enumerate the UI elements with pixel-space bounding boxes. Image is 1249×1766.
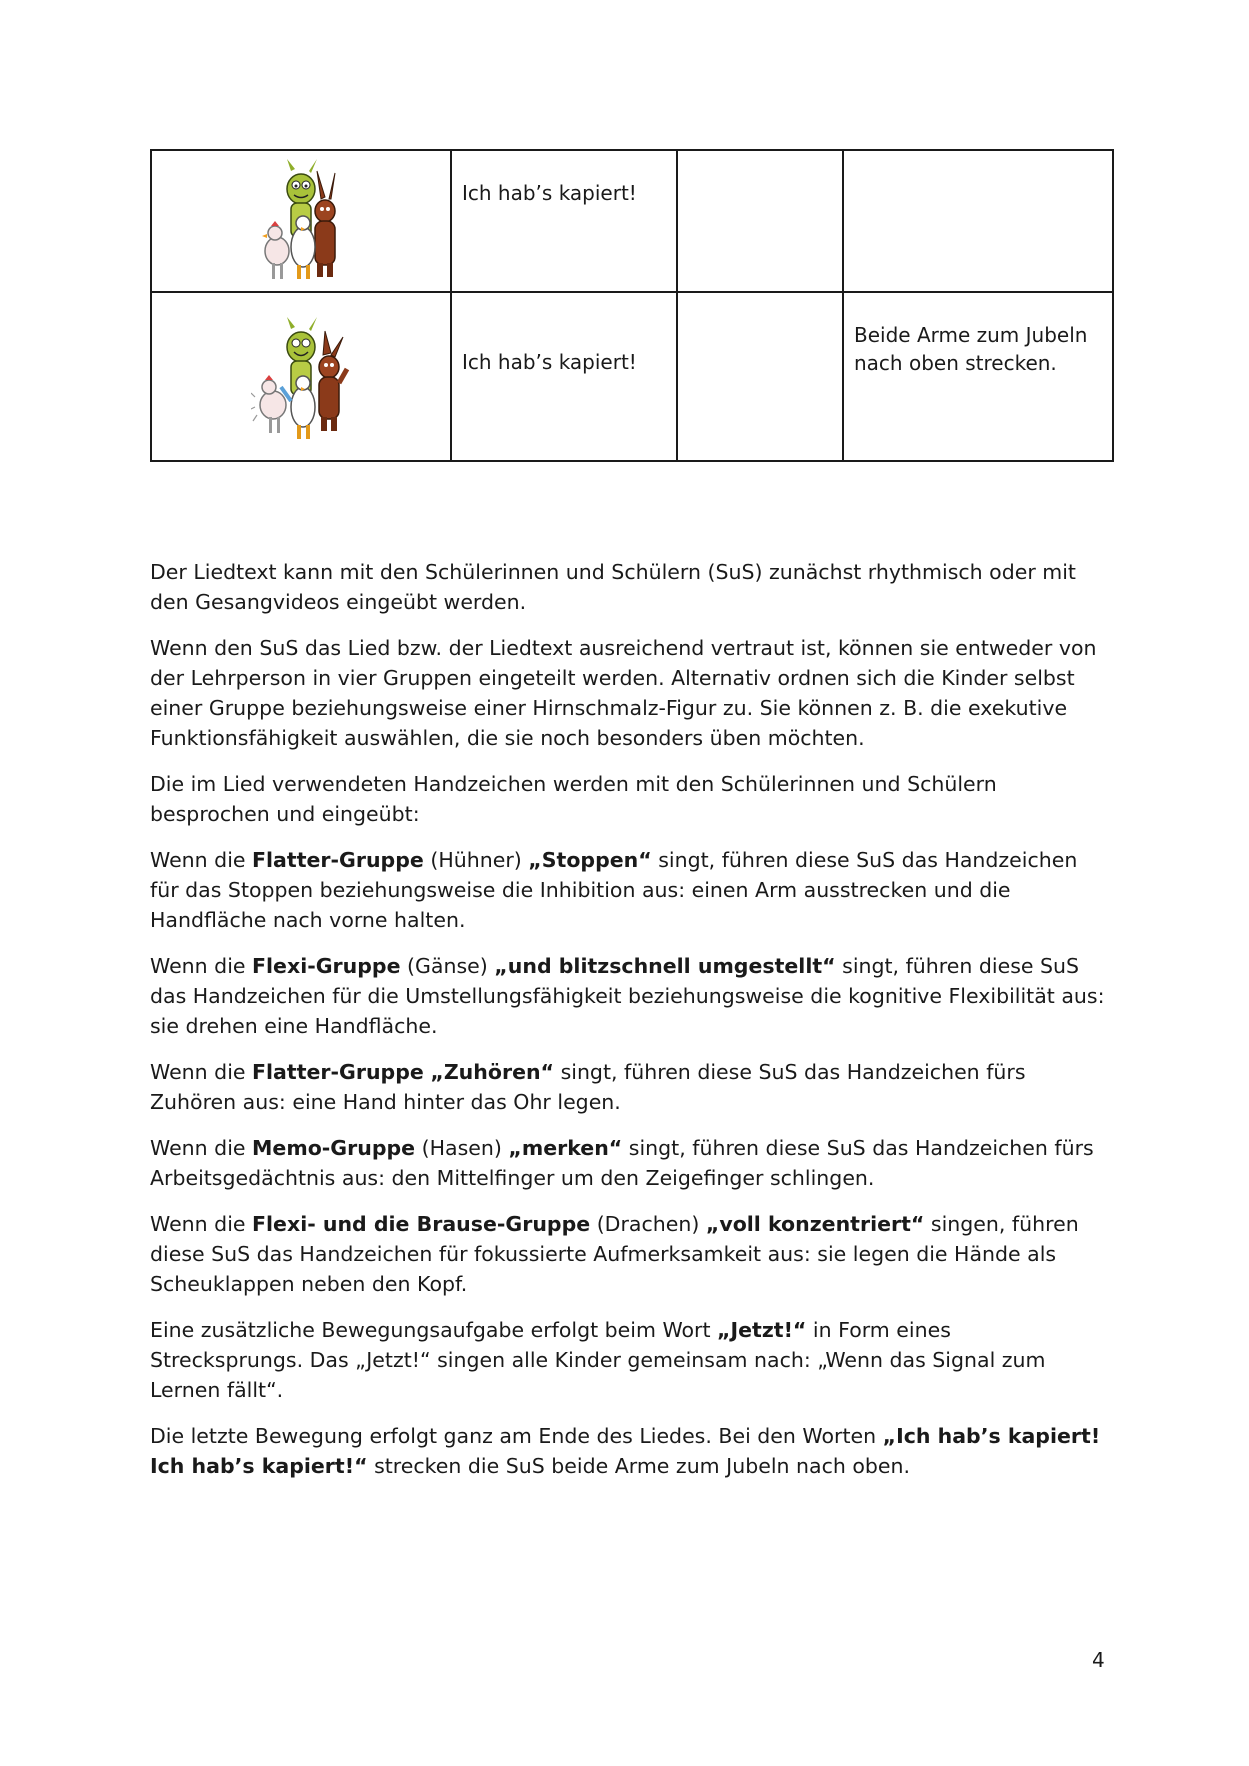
paragraph-flatter-zuhoeren: Wenn die Flatter-Gruppe „Zuhören“ singt, führen diese SuS das Handzeichen fürs Zuhören aus: eine Hand hinter das Ohr legen.: [150, 1060, 1026, 1114]
paragraph-jetzt: Eine zusätzliche Bewegungsaufgabe erfolgt beim Wort „Jetzt!“ in Form eines Strecksprungs. Das „Jetzt!“ singen alle Kinder gemeinsam nach: „Wenn das Signal zum Lernen fällt“.: [150, 1318, 1046, 1402]
movement-cell: [843, 150, 1113, 292]
lyric-cell: [451, 292, 677, 461]
movement-cell: [843, 292, 1113, 461]
figure-cell: [151, 150, 451, 292]
paragraph: Wenn den SuS das Lied bzw. der Liedtext ausreichend vertraut ist, können sie entweder von der Lehrperson in vier Gruppen eingeteilt werden. Alternativ ordnen sich die Kinder selbst einer Gruppe beziehungsweise einer Hirnschmalz-Figur zu. Sie können z. B. die exekutive Funktionsfähigkeit auswählen, die sie noch besonders üben möchten.: [150, 636, 1097, 750]
paragraph-flexi-brause-konzentriert: Wenn die Flexi- und die Brause-Gruppe (Drachen) „voll konzentriert“ singen, führen diese SuS das Handzeichen für fokussierte Aufmerksamkeit aus: sie legen die Hände als Scheuklappen neben den Kopf.: [150, 1212, 1079, 1296]
empty-cell: [677, 292, 843, 461]
lyric-cell: [451, 150, 677, 292]
paragraph-flatter-stoppen: Wenn die Flatter-Gruppe (Hühner) „Stoppen“ singt, führen diese SuS das Handzeichen für das Stoppen beziehungsweise die Inhibition aus: einen Arm ausstrecken und die Handfläche nach vorne halten.: [150, 848, 1078, 932]
table-row: [151, 150, 1113, 292]
table-row: [151, 292, 1113, 461]
paragraph: Der Liedtext kann mit den Schülerinnen und Schülern (SuS) zunächst rhythmisch oder mit den Gesangvideos eingeübt werden.: [150, 560, 1076, 614]
hirnschmalz-figures-icon: [251, 159, 351, 289]
paragraph-flexi-umgestellt: Wenn die Flexi-Gruppe (Gänse) „und blitzschnell umgestellt“ singt, führen diese SuS das Handzeichen für die Umstellungsfähigkeit beziehungsweise die kognitive Flexibilität aus: sie drehen eine Handfläche.: [150, 954, 1105, 1038]
empty-cell: [677, 150, 843, 292]
paragraph-ich-habs-kapiert: Die letzte Bewegung erfolgt ganz am Ende des Liedes. Bei den Worten „Ich hab’s kapiert! Ich hab’s kapiert!“ strecken die SuS beide Arme zum Jubeln nach oben.: [150, 1424, 1101, 1478]
lyric-text: Ich hab’s kapiert!: [462, 350, 637, 374]
figure-cell: [151, 292, 451, 461]
paragraph-memo-merken: Wenn die Memo-Gruppe (Hasen) „merken“ singt, führen diese SuS das Handzeichen fürs Arbeitsgedächtnis aus: den Mittelfinger um den Zeigefinger schlingen.: [150, 1136, 1094, 1190]
paragraph: Die im Lied verwendeten Handzeichen werden mit den Schülerinnen und Schülern besprochen und eingeübt:: [150, 772, 997, 826]
song-cue-table: [150, 149, 1114, 462]
hirnschmalz-figures-cheering-icon: [251, 317, 351, 447]
instructions-body: [150, 557, 1110, 1497]
page-number: 4: [1092, 1648, 1105, 1672]
movement-text: Beide Arme zum Jubeln nach oben strecken.: [854, 323, 1088, 375]
lyric-text: Ich hab’s kapiert!: [462, 181, 637, 205]
